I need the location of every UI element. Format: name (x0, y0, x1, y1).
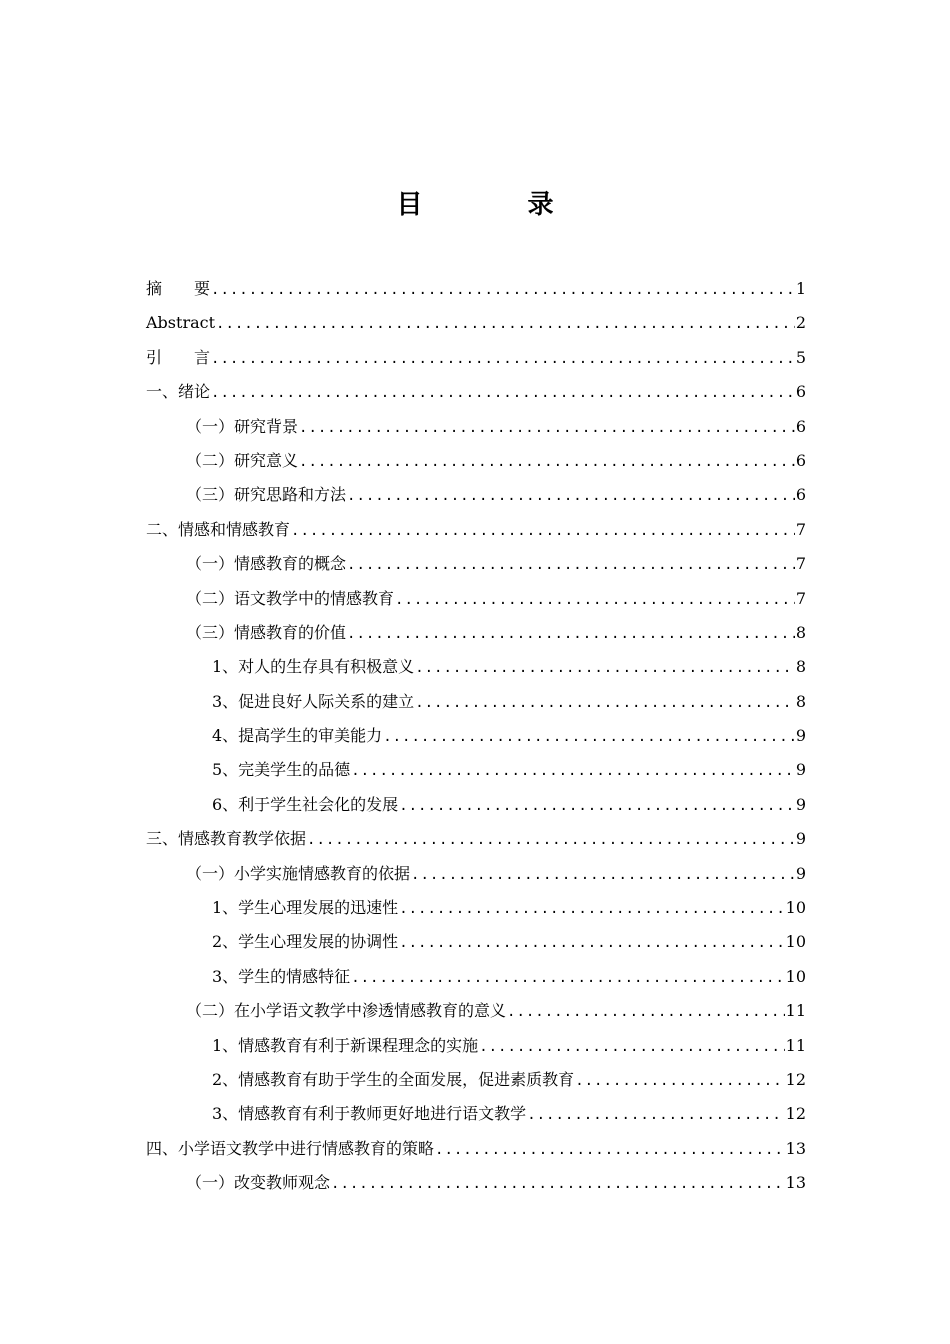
toc-entry[interactable] (146, 478, 806, 512)
toc-page-number: 9 (795, 760, 806, 780)
toc-entry-text: （一）改变教师观念 (186, 1173, 331, 1193)
toc-entry[interactable] (146, 994, 806, 1028)
toc-entry[interactable] (146, 306, 806, 340)
toc-entry-text: 四、小学语文教学中进行情感教育的策略 (146, 1138, 435, 1158)
toc-entry-text: 2、学生心理发展的协调性 (212, 932, 399, 952)
toc-entry[interactable] (146, 685, 806, 719)
toc-entry[interactable] (146, 925, 806, 959)
toc-entry-text: 6、利于学生社会化的发展 (212, 794, 399, 814)
toc-dot-leader (435, 1133, 785, 1167)
toc-dot-leader (399, 892, 784, 926)
toc-entry[interactable] (146, 788, 806, 822)
toc-entry[interactable] (146, 891, 806, 925)
toc-dot-leader (383, 720, 795, 754)
toc-dot-leader (507, 995, 785, 1029)
toc-entry-text: （二）在小学语文教学中渗透情感教育的意义 (186, 1001, 507, 1021)
toc-dot-leader (299, 411, 795, 445)
toc-page-number: 9 (795, 794, 806, 814)
toc-entry-text: 4、提高学生的审美能力 (212, 726, 383, 746)
toc-page-number: 8 (795, 691, 806, 711)
toc-entry-text: 1、学生心理发展的迅速性 (212, 898, 399, 918)
toc-page-number: 6 (795, 416, 806, 436)
toc-entry-text: 3、学生的情感特征 (212, 966, 351, 986)
toc-page-number: 5 (795, 347, 806, 367)
toc-page-number: 2 (795, 313, 806, 333)
toc-entry[interactable] (146, 513, 806, 547)
toc-page-number: 10 (785, 898, 806, 918)
toc-entry[interactable] (146, 857, 806, 891)
toc-entry-text: （二）语文教学中的情感教育 (186, 588, 395, 608)
toc-entry-text: Abstract (146, 313, 216, 333)
toc-entry[interactable] (146, 341, 806, 375)
toc-dot-leader (211, 342, 795, 376)
toc-page-number: 8 (795, 657, 806, 677)
toc-entry[interactable] (146, 410, 806, 444)
toc-entry-text: 3、促进良好人际关系的建立 (212, 691, 415, 711)
toc-page-number: 13 (785, 1138, 806, 1158)
toc-entry[interactable] (146, 1132, 806, 1166)
toc-entry[interactable] (146, 1166, 806, 1200)
toc-entry[interactable] (146, 822, 806, 856)
toc-dot-leader (351, 961, 784, 995)
toc-dot-leader (211, 376, 795, 410)
toc-dot-leader (479, 1030, 784, 1064)
toc-page-number: 6 (795, 485, 806, 505)
toc-title: 目 录 (396, 190, 602, 221)
table-of-contents (146, 272, 806, 1201)
toc-page-number: 9 (795, 863, 806, 883)
toc-page-number: 7 (795, 519, 806, 539)
toc-entry-text: （一）情感教育的概念 (186, 554, 347, 574)
toc-entry-text: 摘 要 (146, 279, 211, 298)
toc-entry-text: （三）情感教育的价值 (186, 622, 347, 642)
toc-entry-text: 3、情感教育有利于教师更好地进行语文教学 (212, 1104, 527, 1124)
toc-entry-text: （一）研究背景 (186, 416, 299, 436)
toc-entry-text: （三）研究思路和方法 (186, 485, 347, 505)
toc-dot-leader (415, 651, 795, 685)
toc-dot-leader (347, 548, 795, 582)
toc-page-number: 10 (785, 966, 806, 986)
toc-entry[interactable] (146, 1063, 806, 1097)
toc-page-number: 6 (795, 450, 806, 470)
toc-entry[interactable] (146, 1029, 806, 1063)
toc-entry-text: 1、情感教育有利于新课程理念的实施 (212, 1035, 479, 1055)
toc-entry[interactable] (146, 582, 806, 616)
toc-page-number: 9 (795, 726, 806, 746)
toc-entry-text: （二）研究意义 (186, 450, 299, 470)
toc-dot-leader (211, 273, 795, 307)
toc-entry[interactable] (146, 272, 806, 306)
toc-entry-text: 5、完美学生的品德 (212, 760, 351, 780)
toc-entry[interactable] (146, 616, 806, 650)
toc-page-number: 12 (785, 1104, 806, 1124)
toc-page-number: 7 (795, 554, 806, 574)
toc-dot-leader (411, 858, 795, 892)
toc-dot-leader (347, 479, 795, 513)
toc-dot-leader (299, 445, 795, 479)
toc-dot-leader (291, 514, 795, 548)
toc-page-number: 7 (795, 588, 806, 608)
toc-dot-leader (415, 686, 795, 720)
toc-dot-leader (351, 754, 795, 788)
toc-entry-text: 1、对人的生存具有积极意义 (212, 657, 415, 677)
toc-entry[interactable] (146, 444, 806, 478)
toc-entry-text: 引 言 (146, 347, 211, 367)
toc-entry-text: 2、情感教育有助于学生的全面发展，促进素质教育 (212, 1069, 575, 1089)
toc-dot-leader (331, 1167, 785, 1201)
toc-entry-text: （一）小学实施情感教育的依据 (186, 863, 411, 883)
toc-entry[interactable] (146, 375, 806, 409)
toc-entry-text: 一、绪论 (146, 382, 211, 402)
toc-entry[interactable] (146, 719, 806, 753)
toc-page-number: 9 (795, 829, 806, 849)
toc-page-number: 1 (795, 279, 806, 298)
toc-page-number: 11 (785, 1001, 806, 1021)
toc-entry[interactable] (146, 960, 806, 994)
toc-entry[interactable] (146, 753, 806, 787)
toc-dot-leader (399, 926, 784, 960)
toc-page-number: 6 (795, 382, 806, 402)
toc-entry-text: 二、情感和情感教育 (146, 519, 291, 539)
toc-page-number: 8 (795, 622, 806, 642)
toc-entry[interactable] (146, 1097, 806, 1131)
toc-dot-leader (307, 823, 795, 857)
toc-entry[interactable] (146, 650, 806, 684)
toc-page-number: 13 (785, 1173, 806, 1193)
toc-page-number: 10 (785, 932, 806, 952)
toc-page-number: 12 (785, 1069, 806, 1089)
toc-entry-text: 三、情感教育教学依据 (146, 829, 307, 849)
toc-dot-leader (347, 617, 795, 651)
toc-entry[interactable] (146, 547, 806, 581)
toc-dot-leader (575, 1064, 784, 1098)
toc-dot-leader (527, 1098, 784, 1132)
toc-page-number: 11 (785, 1035, 806, 1055)
toc-dot-leader (399, 789, 795, 823)
toc-dot-leader (395, 583, 795, 617)
toc-dot-leader (216, 307, 795, 341)
